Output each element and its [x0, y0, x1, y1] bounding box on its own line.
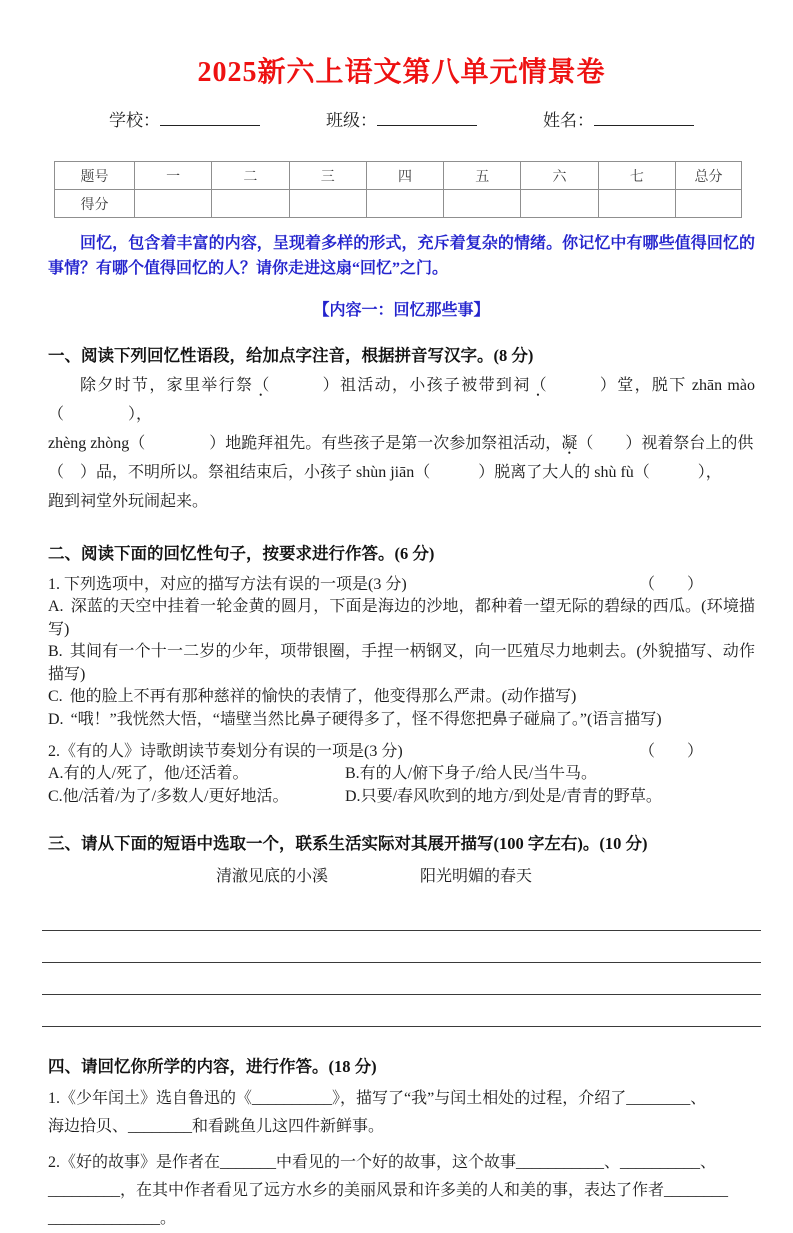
q2-options-row-1	[48, 763, 755, 786]
option-label: A.	[48, 598, 64, 615]
section4-question-1	[48, 1085, 755, 1141]
dotted-char: 祠	[513, 377, 531, 394]
option-label: C.	[48, 688, 63, 705]
writing-line	[42, 931, 761, 963]
section1-passage	[48, 371, 755, 516]
score-empty-cell	[598, 190, 675, 218]
fill-blank-line: ______________。	[48, 1210, 177, 1227]
passage-text: zhèng zhòng（ ）地跪拜祖先。有些孩子是第一次参加祭祖活动，	[48, 435, 562, 452]
class-label: 班级：	[326, 111, 377, 130]
passage-text: （ ）祖活动，小孩子被带到	[253, 377, 514, 394]
passage-line	[48, 429, 755, 458]
phrase-choices	[216, 863, 755, 886]
option-text: 有的人/俯下身子/给人民/当牛马。	[359, 765, 598, 782]
q2-option-c	[48, 786, 345, 809]
score-header-cell: 三	[289, 162, 366, 190]
section1-heading: 一、阅读下列回忆性语段，给加点字注音，根据拼音写汉字。(8 分)	[48, 346, 534, 365]
student-info-row	[48, 106, 755, 131]
option-text: 他/活着/为了/多数人/更好地活。	[62, 787, 289, 805]
q1-option-b	[48, 641, 755, 686]
question-2	[48, 740, 755, 763]
passage-line: （ ）品，不明所以。祭祖结束后，小孩子 shùn jiān（ ）脱离了大人的 shù fù（ ），	[48, 464, 722, 481]
option-label: C.	[48, 787, 63, 805]
option-text: 深蓝的天空中挂着一轮金黄的圆月，下面是海边的沙地，都种着一望无际的碧绿的西瓜。(环境描写)	[48, 598, 755, 638]
q2-option-b	[345, 763, 597, 786]
section4-heading: 四、请回忆你所学的内容，进行作答。(18 分)	[48, 1057, 377, 1076]
q1-option-a	[48, 596, 755, 641]
score-empty-cell	[366, 190, 443, 218]
score-empty-cell	[289, 190, 366, 218]
name-field	[543, 106, 694, 131]
content-banner: 【内容一：回忆那些事】	[313, 302, 490, 319]
score-header-cell: 一	[135, 162, 212, 190]
q2-option-d	[345, 786, 662, 809]
fill-blank-line: 2.《好的故事》是作者在_______中看见的一个好的故事，这个故事___________、__________、	[48, 1154, 717, 1171]
phrase-1: 清澈见底的小溪	[216, 868, 329, 885]
question-1	[48, 573, 755, 596]
score-header-cell: 七	[598, 162, 675, 190]
dotted-char: 凝	[561, 435, 578, 452]
score-header-cell: 题号	[55, 162, 135, 190]
score-table	[54, 161, 742, 218]
option-label: B.	[48, 643, 63, 660]
writing-line	[42, 995, 761, 1027]
fill-blank-line: 海边拾贝、________和看跳鱼儿这四件新鲜事。	[48, 1118, 385, 1135]
dotted-char: 祭	[235, 377, 254, 394]
score-empty-cell	[135, 190, 212, 218]
phrase-2: 阳光明媚的春天	[420, 868, 533, 885]
class-field	[326, 106, 477, 131]
score-table-header-row	[55, 162, 742, 190]
section4-question-2	[48, 1149, 755, 1233]
writing-line	[42, 899, 761, 931]
fill-blank-line: _________，在其中作者看见了远方水乡的美丽风景和许多美的人和美的事，表达了作者________	[48, 1182, 729, 1199]
q2-options-row-2	[48, 786, 755, 809]
question-1-text: 1. 下列选项中，对应的描写方法有误的一项是(3 分)	[48, 576, 407, 593]
option-text: 他的脸上不再有那种慈祥的愉快的表情了，他变得那么严肃。(动作描写)	[69, 688, 577, 705]
score-header-cell: 二	[212, 162, 289, 190]
school-label: 学校：	[109, 111, 160, 130]
question-1-answer-paren: （ ）	[638, 576, 703, 593]
score-table-score-row	[55, 190, 742, 218]
passage-line	[48, 371, 755, 429]
option-label: A.	[48, 765, 64, 782]
school-field	[109, 106, 260, 131]
score-empty-cell	[444, 190, 521, 218]
intro-paragraph: 回忆，包含着丰富的内容，呈现着多样的形式，充斥着复杂的情绪。你记忆中有哪些值得回忆的事情？有哪个值得回忆的人？请你走进这扇“回忆”之门。	[48, 235, 755, 277]
score-header-cell: 六	[521, 162, 598, 190]
score-empty-cell	[212, 190, 289, 218]
score-empty-cell	[521, 190, 598, 218]
q1-option-d	[48, 709, 755, 732]
writing-line	[42, 963, 761, 995]
passage-text: （ ）堂，脱下 zhān mào（ ），	[48, 377, 755, 423]
section2-heading: 二、阅读下面的回忆性句子，按要求进行作答。(6 分)	[48, 544, 435, 563]
option-label: B.	[345, 765, 360, 782]
option-text: 其间有一个十一二岁的少年，项带银圈，手捏一柄钢叉，向一匹殖尽力地刺去。(外貌描写、动作描写)	[48, 643, 755, 683]
option-label: D.	[48, 710, 64, 728]
school-blank	[160, 108, 260, 126]
name-blank	[594, 108, 694, 126]
score-header-cell: 总分	[676, 162, 742, 190]
score-row-label: 得分	[55, 190, 135, 218]
question-2-answer-paren: （ ）	[638, 743, 703, 760]
passage-line: 跑到祠堂外玩闹起来。	[48, 493, 209, 510]
option-text: “哦！”我恍然大悟，“墙壁当然比鼻子硬得多了，怪不得您把鼻子碰扁了。”(语言描写)	[70, 710, 662, 728]
score-empty-cell	[676, 190, 742, 218]
q1-option-c	[48, 686, 755, 709]
q2-option-a	[48, 763, 345, 786]
class-blank	[377, 108, 477, 126]
passage-text: （ ）视着祭台上的供	[577, 435, 754, 452]
option-text: 只要/春风吹到的地方/到处是/青青的野草。	[360, 787, 662, 805]
page-title: 2025新六上语文第八单元情景卷	[197, 57, 606, 88]
option-text: 有的人/死了，他/还活着。	[63, 765, 249, 782]
name-label: 姓名：	[543, 111, 594, 130]
score-header-cell: 四	[366, 162, 443, 190]
passage-text: 除夕时节，家里举行	[80, 377, 236, 394]
fill-blank-line: 1.《少年闰土》选自鲁迅的《__________》，描写了“我”与闰土相处的过程，介绍了________、	[48, 1090, 707, 1107]
writing-area	[48, 899, 755, 1027]
score-header-cell: 五	[444, 162, 521, 190]
section3-heading: 三、请从下面的短语中选取一个，联系生活实际对其展开描写(100 字左右)。(10 分)	[48, 834, 648, 853]
option-label: D.	[345, 787, 361, 805]
question-2-text: 2.《有的人》诗歌朗读节奏划分有误的一项是(3 分)	[48, 743, 403, 760]
